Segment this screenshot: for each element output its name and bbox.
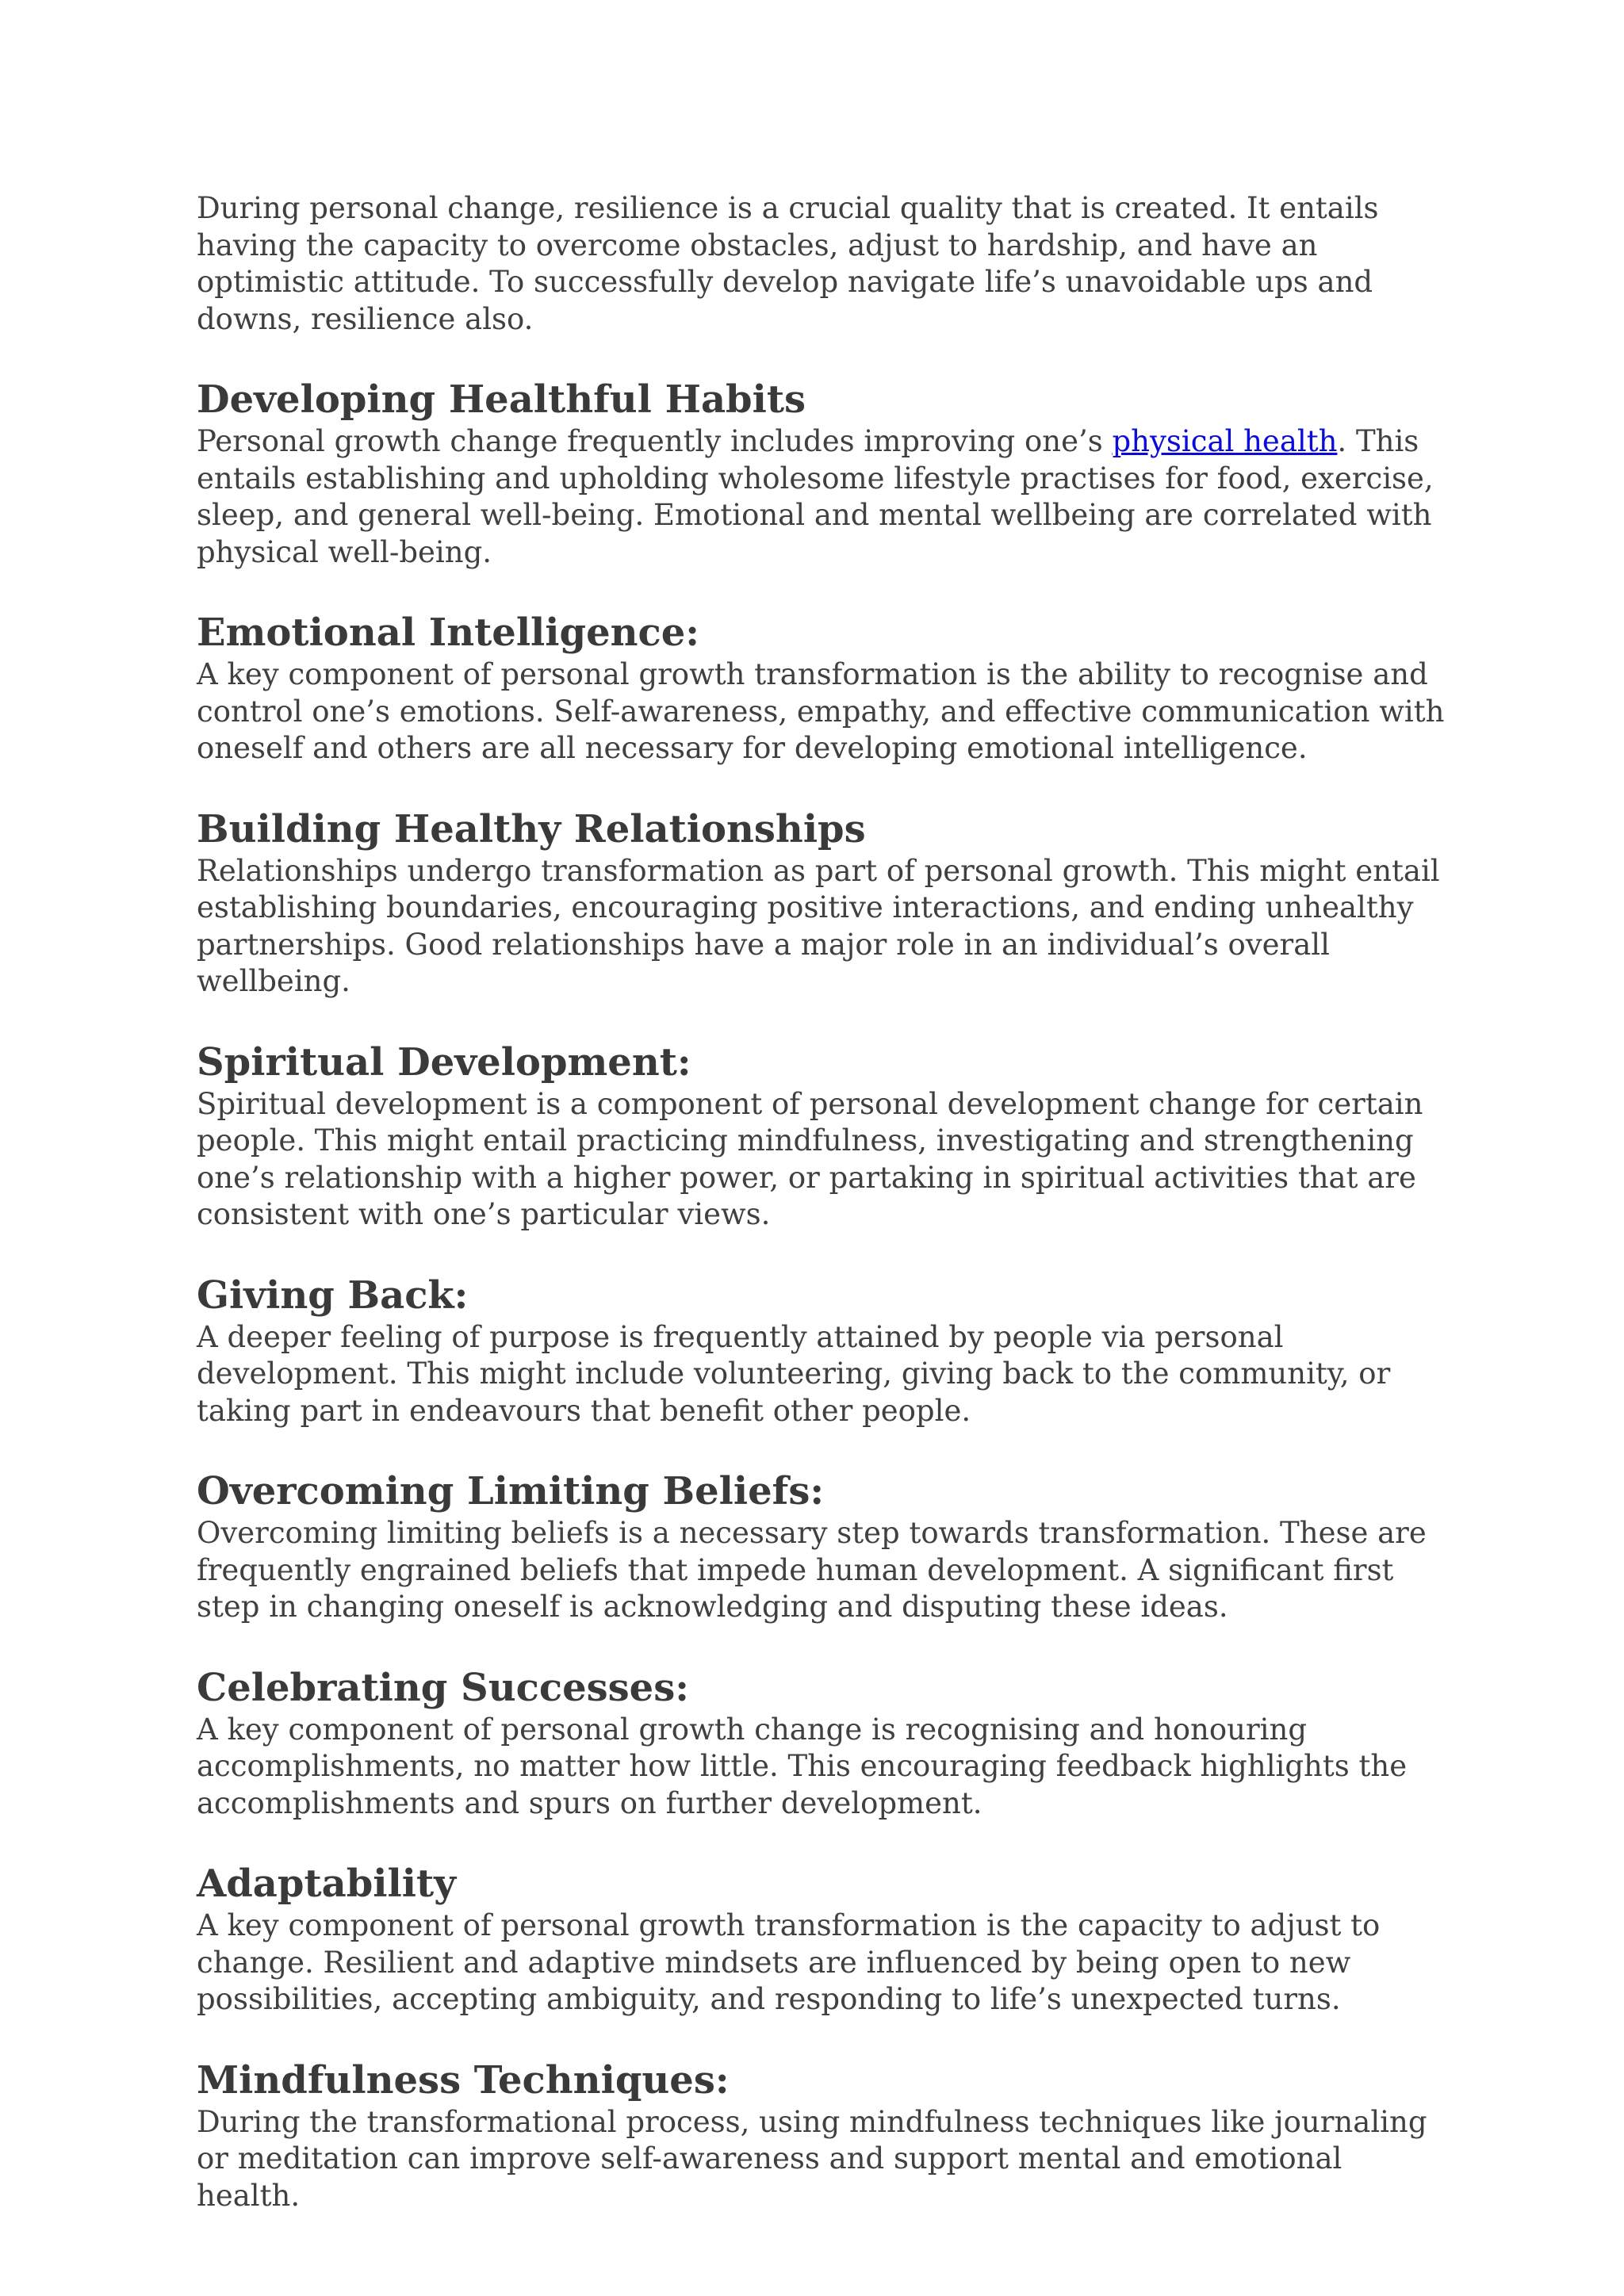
paragraph-text: . This entails establishing and upholding wholesome lifestyle practises for food, exercise, sleep, and general well-being. Emotional and mental wellbeing are correlated with physical well-being. <box>197 424 1434 569</box>
intro-paragraph: During personal change, resilience is a crucial quality that is created. It entails having the capacity to overcome obstacles, adjust to hardship, and have an optimistic attitude. To successfully develop navigate life’s unavoidable ups and downs, resilience also. <box>197 191 1379 336</box>
section-heading: Building Healthy Relationships <box>197 806 866 851</box>
section-mindfulness-techniques <box>197 2057 1450 2215</box>
section-heading: Spiritual Development: <box>197 1039 691 1085</box>
section-paragraph: Spiritual development is a component of personal development change for certain people. This might entail practicing mindfulness, investigating and strengthening one’s relationship with a higher power, or partaking in spiritual activities that are consistent with one’s particular views. <box>197 1086 1423 1231</box>
section-adaptability <box>197 1860 1450 2019</box>
section-heading: Adaptability <box>197 1862 457 1906</box>
section-paragraph: Overcoming limiting beliefs is a necessary step towards transformation. These are frequently engrained beliefs that impede human development. A significant first step in changing oneself is acknowledging and disputing these ideas. <box>197 1516 1427 1624</box>
section-heading: Celebrating Successes: <box>197 1665 689 1710</box>
section-heading: Mindfulness Techniques: <box>197 2057 730 2103</box>
section-paragraph: Relationships undergo transformation as part of personal growth. This might entail establishing boundaries, encouraging positive interactions, and ending unhealthy partnerships. Good relationships have a major role in an individual’s overall wellbeing. <box>197 853 1440 998</box>
section-paragraph: During the transformational process, using mindfulness techniques like journaling or meditation can improve self-awareness and support mental and emotional health. <box>197 2104 1427 2213</box>
section-paragraph: A key component of personal growth change is recognising and honouring accomplishments, no matter how little. This encouraging feedback highlights the accomplishments and spurs on further development. <box>197 1712 1408 1820</box>
section-building-healthy-relationships <box>197 806 1450 1001</box>
paragraph-text: Personal growth change frequently includes improving one’s <box>197 424 1113 458</box>
document-page <box>197 190 1450 2252</box>
section-paragraph: A key component of personal growth transformation is the capacity to adjust to change. Resilient and adaptive mindsets are influenced by being open to new possibilities, accepting ambiguity, and responding to life’s unexpected turns. <box>197 1908 1381 2016</box>
section-paragraph <box>197 423 1450 571</box>
section-heading: Overcoming Limiting Beliefs: <box>197 1469 825 1513</box>
section-overcoming-limiting-beliefs <box>197 1468 1450 1626</box>
section-celebrating-successes <box>197 1664 1450 1823</box>
section-heading: Developing Healthful Habits <box>197 377 806 422</box>
section-paragraph: A deeper feeling of purpose is frequently attained by people via personal development. This might include volunteering, giving back to the community, or taking part in endeavours that benefit other people. <box>197 1319 1391 1428</box>
section-heading: Giving Back: <box>197 1272 469 1318</box>
physical-health-link[interactable]: physical health <box>1112 424 1338 458</box>
section-emotional-intelligence <box>197 609 1450 767</box>
section-heading: Emotional Intelligence: <box>197 610 700 655</box>
section-paragraph: A key component of personal growth transformation is the ability to recognise and control one’s emotions. Self-awareness, empathy, and effective communication with oneself and others are all necessary for developing emotional intelligence. <box>197 657 1445 765</box>
section-spiritual-development <box>197 1039 1450 1234</box>
section-developing-healthful-habits <box>197 376 1450 571</box>
section-giving-back <box>197 1272 1450 1430</box>
